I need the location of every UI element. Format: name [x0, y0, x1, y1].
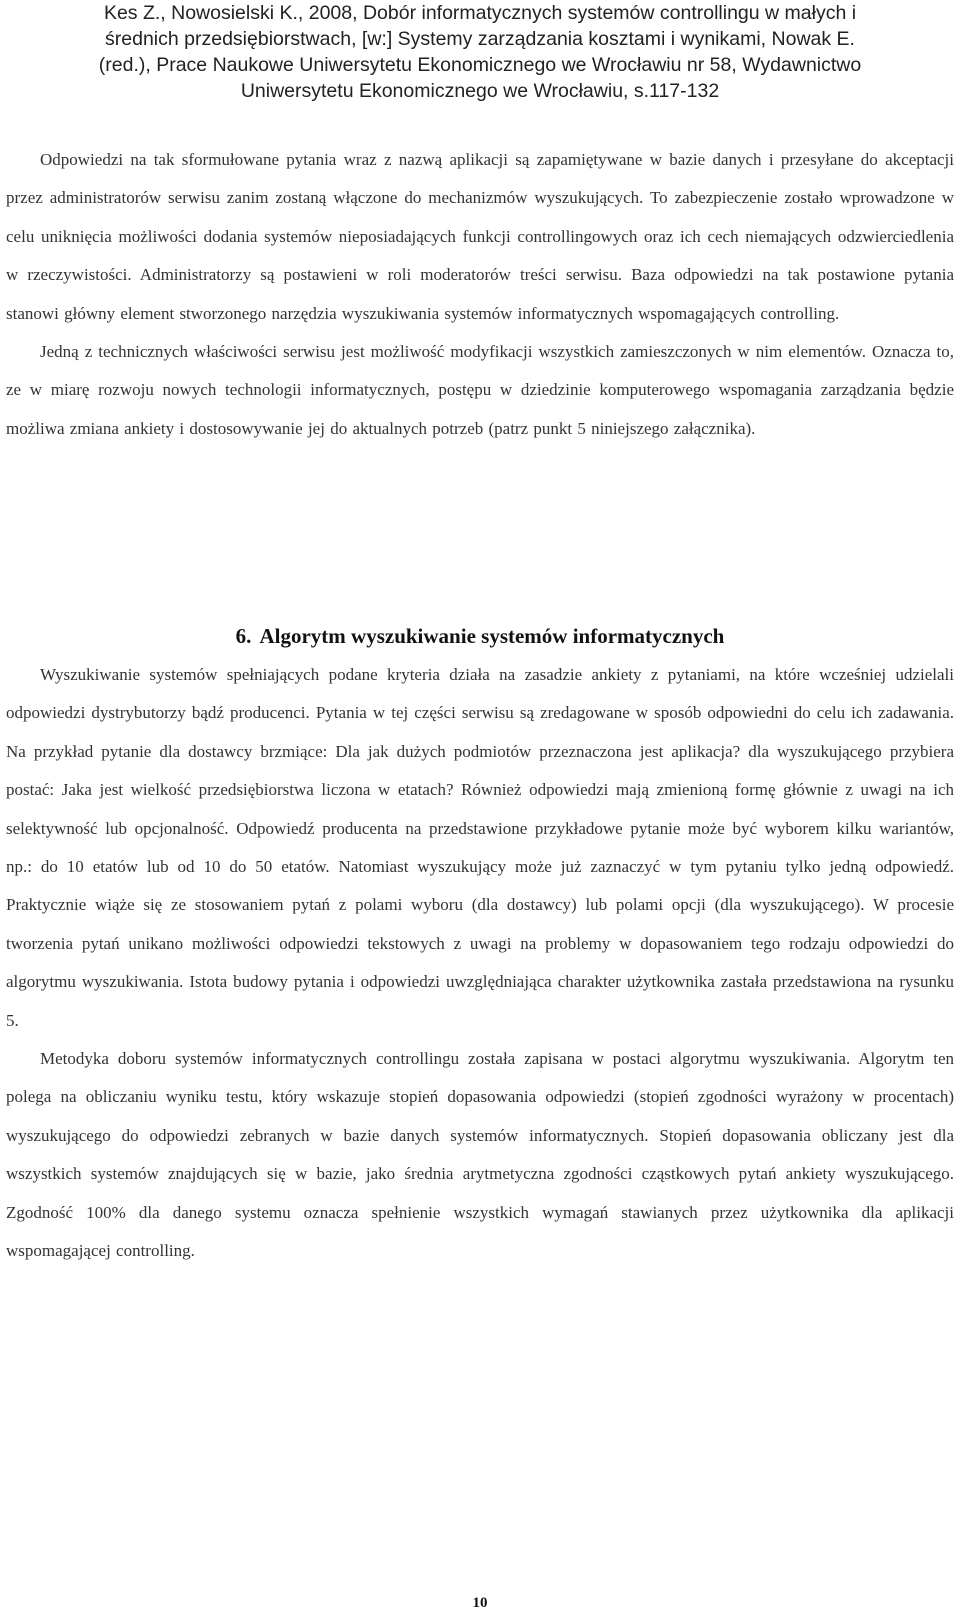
citation-line: Uniwersytetu Ekonomicznego we Wrocławiu, s.117-132: [240, 80, 720, 102]
section-heading: [0, 622, 960, 650]
section-6-body: [6, 656, 954, 1271]
section-title: Algorytm wyszukiwanie systemów informatycznych: [259, 624, 725, 648]
citation-line: średnich przedsiębiorstwach, [w:] Systemy zarządzania kosztami i wynikami, Nowak E.: [105, 28, 855, 50]
citation-line: Kes Z., Nowosielski K., 2008, Dobór informatycznych systemów controllingu w małych i: [103, 2, 857, 24]
section-number: 6.: [235, 624, 252, 648]
section-5-continued: [6, 141, 954, 448]
paragraph: Jedną z technicznych właściwości serwisu jest możliwość modyfikacji wszystkich zamieszczonych w nim elementów. Oznacza to, ze w miarę rozwoju nowych technologii informatycznych, postępu w dziedzinie komputerowego wspomagania zarządzania będzie możliwa zmiana ankiety i dostosowywanie jej do aktualnych potrzeb (patrz punkt 5 niniejszego załącznika).: [6, 342, 954, 438]
paragraph: Odpowiedzi na tak sformułowane pytania wraz z nazwą aplikacji są zapamiętywane w bazie danych i przesyłane do akceptacji przez administratorów serwisu zanim zostaną włączone do mechanizmów wyszukujących. To zabezpieczenie zostało wprowadzone w celu uniknięcia możliwości dodania systemów nieposiadających funkcji controllingowych oraz ich cech niemających odzwierciedlenia w rzeczywistości. Administratorzy są postawieni w roli moderatorów treści serwisu. Baza odpowiedzi na tak postawione pytania stanowi główny element stworzonego narzędzia wyszukiwania systemów informatycznych wspomagających controlling.: [6, 150, 954, 323]
citation-line: (red.), Prace Naukowe Uniwersytetu Ekonomicznego we Wrocławiu nr 58, Wydawnictwo: [98, 54, 862, 76]
page-number: 10: [472, 1595, 488, 1611]
paragraph: Wyszukiwanie systemów spełniających podane kryteria działa na zasadzie ankiety z pytaniami, na które wcześniej udzielali odpowiedzi dystrybutorzy bądź producenci. Pytania w tej części serwisu są zredagowane w sposób odpowiedni do celu ich zadawania. Na przykład pytanie dla dostawcy brzmiące: Dla jak dużych podmiotów przeznaczona jest aplikacja? dla wyszukującego przybiera postać: Jaka jest wielkość przedsiębiorstwa liczona w etatach? Również odpowiedzi mają zmienioną formę głównie z uwagi na ich selektywność lub opcjonalność. Odpowiedź producenta na przedstawione przykładowe pytanie może być wyborem kilku wariantów, np.: do 10 etatów lub od 10 do 50 etatów. Natomiast wyszukujący może już zaznaczyć w tym pytaniu tylko jedną odpowiedź. Praktycznie wiąże się ze stosowaniem pytań z polami wyboru (dla dostawcy) lub polami opcji (dla wyszukującego). W procesie tworzenia pytań unikano możliwości odpowiedzi tekstowych z uwagi na problemy w dopasowaniem tego rodzaju odpowiedzi do algorytmu wyszukiwania. Istota budowy pytania i odpowiedzi uwzględniająca charakter użytkownika zastała przedstawiona na rysunku 5.: [6, 665, 954, 1030]
paragraph: Metodyka doboru systemów informatycznych controllingu została zapisana w postaci algorytmu wyszukiwania. Algorytm ten polega na obliczaniu wyniku testu, który wskazuje stopień dopasowania odpowiedzi (stopień zgodności wyrażony w procentach) wyszukującego do odpowiedzi zebranych w bazie danych systemów informatycznych. Stopień dopasowania obliczany jest dla wszystkich systemów znajdujących się w bazie, jako średnia arytmetyczna zgodności cząstkowych pytań ankiety wyszukującego. Zgodność 100% dla danego systemu oznacza spełnienie wszystkich wymagań stawianych przez użytkownika dla aplikacji wspomagającej controlling.: [6, 1049, 954, 1261]
citation-header: [0, 0, 960, 104]
